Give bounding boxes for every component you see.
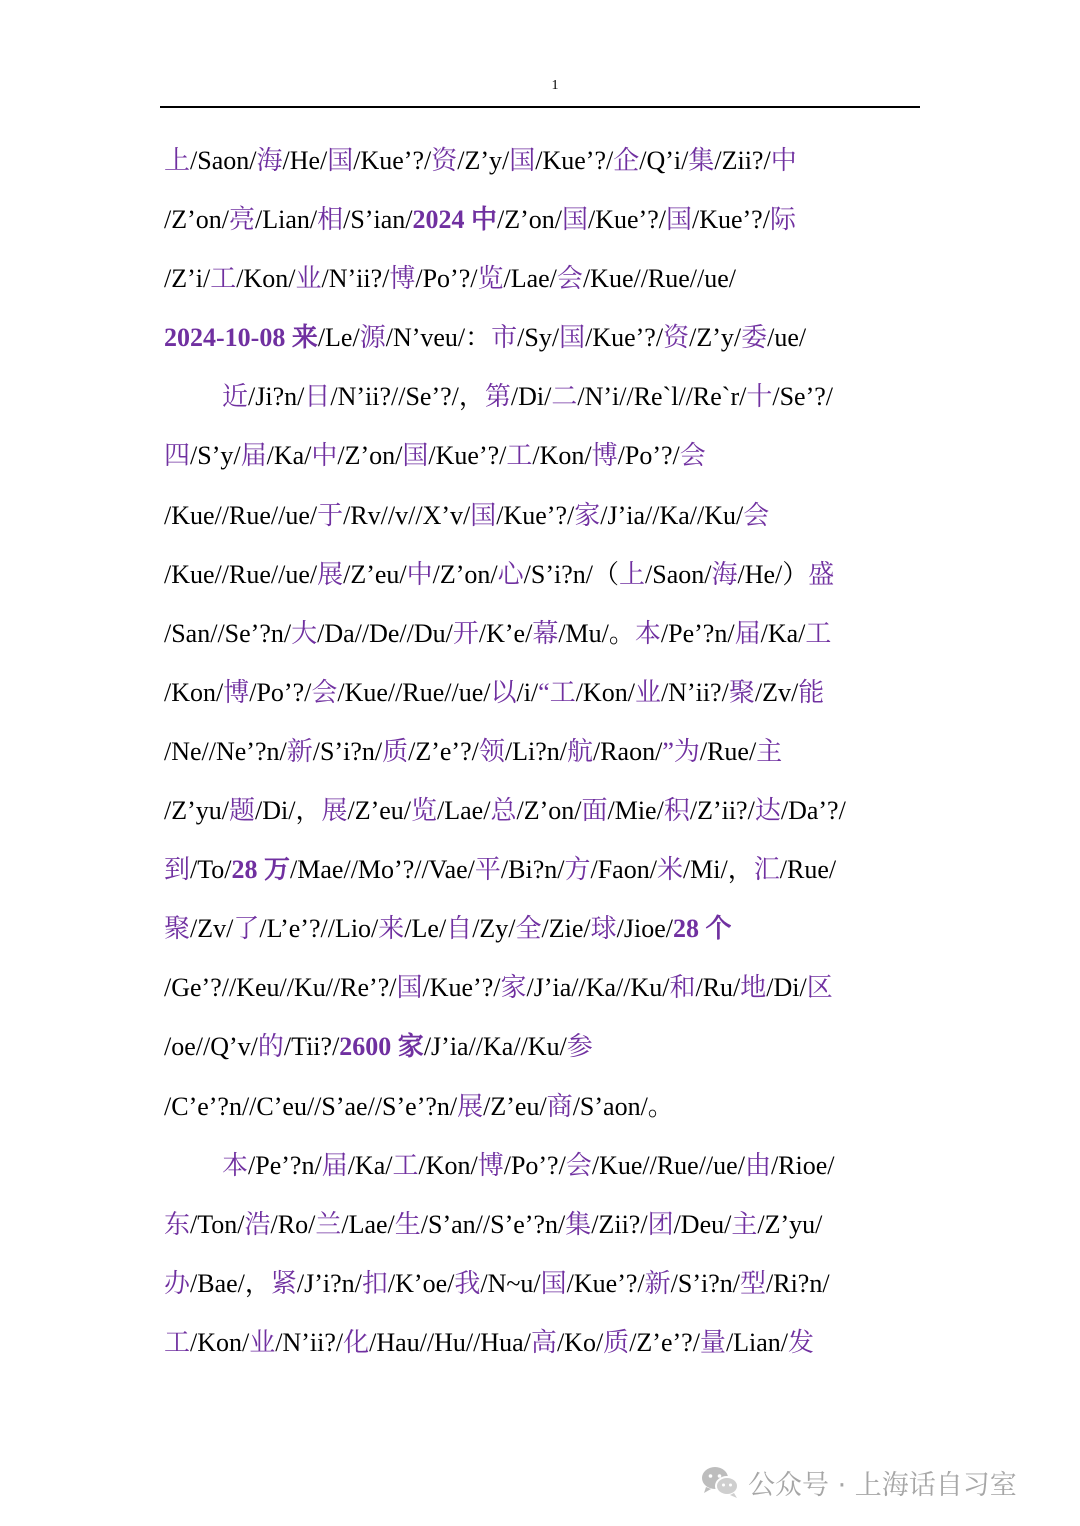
romanization: /Zy/: [472, 914, 516, 944]
chinese-char: 工: [210, 264, 237, 294]
chinese-char: 展: [457, 1091, 484, 1121]
romanization: /Z’e’?/: [629, 1327, 700, 1357]
chinese-char: 委: [741, 323, 768, 353]
romanization: /Kon/: [418, 1150, 478, 1180]
chinese-char: 国: [327, 146, 354, 175]
chinese-char: 中: [311, 441, 338, 471]
chinese-char: 28 万: [231, 855, 291, 885]
romanization: /San//Se’?n/: [164, 618, 292, 648]
chinese-char: 相: [317, 205, 344, 235]
romanization: /Kue’?/: [353, 146, 432, 175]
romanization: /N’veu/：: [385, 323, 492, 353]
chinese-char: 办: [164, 1268, 191, 1298]
chinese-char: 发: [788, 1327, 815, 1357]
chinese-char: 聚: [728, 677, 755, 707]
romanization: /Kue//Rue//ue/: [164, 559, 318, 589]
text-line: [164, 899, 924, 958]
chinese-char: 积: [663, 796, 690, 826]
text-line: [164, 367, 924, 426]
romanization: /J’ia//Ka//Ku/: [600, 500, 744, 530]
chinese-char: “工: [538, 677, 576, 707]
romanization: /Rue/: [779, 855, 837, 885]
romanization: /Zii?/: [591, 1209, 648, 1239]
romanization: /N’ii?/: [321, 264, 390, 294]
chinese-char: 四: [164, 441, 191, 471]
chinese-char: 亮: [229, 205, 256, 235]
chinese-char: 扣: [361, 1268, 388, 1298]
chinese-char: 上: [619, 559, 646, 589]
romanization: /N’ii?/: [660, 677, 729, 707]
romanization: /L’e’?//Lio/: [259, 914, 379, 944]
chinese-char: 由: [744, 1150, 771, 1180]
romanization: /Pe’?n/: [248, 1150, 322, 1180]
romanization: /Di/: [766, 973, 807, 1003]
chinese-char: 方: [564, 855, 591, 885]
chinese-char: 近: [222, 382, 249, 412]
chinese-char: 主: [731, 1209, 758, 1239]
chinese-char: 中: [406, 559, 433, 589]
chinese-char: 紧: [270, 1268, 297, 1298]
chinese-char: 国: [470, 500, 497, 530]
chinese-char: 源: [359, 323, 386, 353]
romanization: /S’i?n/（: [523, 559, 620, 589]
chinese-char: 了: [233, 914, 260, 944]
chinese-char: 届: [240, 441, 267, 471]
chinese-char: 国: [509, 146, 536, 175]
romanization: /N’ii?//Se’?/，: [330, 382, 485, 412]
chinese-char: 集: [565, 1209, 592, 1239]
chinese-char: 球: [590, 914, 617, 944]
romanization: /Bae/，: [190, 1268, 271, 1298]
romanization: /Lae/: [437, 796, 491, 826]
chinese-char: 会: [679, 441, 706, 471]
chinese-char: 工: [805, 618, 832, 648]
romanization: /Pe’?n/: [660, 618, 735, 648]
text-line: [164, 840, 924, 899]
romanization: /Mi/，: [682, 855, 754, 885]
chinese-char: 2024 中: [412, 205, 497, 235]
romanization: /Ro/: [270, 1209, 316, 1239]
chinese-char: 国: [559, 323, 586, 353]
romanization: /Rioe/: [770, 1150, 835, 1180]
watermark-text: 公众号 · 上海话自习室: [748, 1469, 1017, 1501]
chinese-char: 到: [164, 855, 191, 885]
romanization: /Po’?/: [415, 264, 478, 294]
chinese-char: 达: [754, 796, 781, 826]
romanization: /Ka/: [266, 441, 312, 471]
romanization: /Mie/: [607, 796, 664, 826]
header-rule: [160, 106, 920, 108]
page-number: 1: [551, 78, 559, 93]
romanization: /Ka/: [347, 1150, 393, 1180]
romanization: /Z’on/: [337, 441, 403, 471]
romanization: /Bi?n/: [500, 855, 565, 885]
chinese-char: 浩: [244, 1209, 271, 1239]
romanization: /Po’?/: [249, 677, 312, 707]
chinese-char: 质: [603, 1327, 630, 1357]
romanization: /He/: [282, 146, 328, 175]
chinese-char: 博: [477, 1150, 504, 1180]
chinese-char: 海: [256, 146, 283, 175]
romanization: /Z’eu/: [483, 1091, 547, 1121]
chinese-char: 国: [396, 973, 423, 1003]
romanization: /Ne//Ne’?n/: [164, 736, 287, 766]
text-line: [164, 1313, 924, 1372]
text-line: [164, 308, 924, 367]
romanization: /Z’eu/: [343, 559, 407, 589]
romanization: /Kue’?/: [428, 441, 507, 471]
romanization: /Kue’?/: [496, 500, 575, 530]
chinese-char: 化: [343, 1327, 370, 1357]
romanization: /Z’y/: [457, 146, 510, 175]
romanization: /Z’yu/: [164, 796, 229, 826]
chinese-char: 海: [711, 559, 738, 589]
romanization: /Z’on/: [496, 205, 562, 235]
romanization: /Kon/: [575, 677, 635, 707]
romanization: /Kue’?/: [588, 205, 666, 235]
text-line: [164, 722, 924, 781]
chinese-char: 际: [769, 205, 796, 235]
romanization: /Q’i/: [639, 146, 689, 175]
romanization: /Ri?n/: [766, 1268, 830, 1298]
chinese-char: 大: [291, 618, 318, 648]
chinese-char: 于: [317, 500, 344, 530]
romanization: /Lian/: [255, 205, 318, 235]
chinese-char: 能: [798, 677, 825, 707]
chinese-char: 上: [164, 146, 191, 175]
romanization: /i/: [516, 677, 539, 707]
chinese-char: 米: [656, 855, 683, 885]
romanization: /K’e/: [478, 618, 533, 648]
romanization: /Ge’?//Keu//Ku//Re’?/: [164, 973, 397, 1003]
text-line: [164, 1017, 924, 1076]
chinese-char: 博: [223, 677, 250, 707]
text-line: [164, 1077, 924, 1136]
text-line: [164, 958, 924, 1017]
text-line: [164, 604, 924, 663]
romanization: /S’i?n/: [670, 1268, 740, 1298]
wechat-icon: [700, 1465, 740, 1499]
romanization: /Z’on/: [432, 559, 498, 589]
romanization: /J’ia//Ka//Ku/: [423, 1032, 567, 1062]
romanization: /Se’?/: [772, 382, 834, 412]
chinese-char: 届: [321, 1150, 348, 1180]
chinese-char: 商: [546, 1091, 573, 1121]
chinese-char: 来: [378, 914, 405, 944]
chinese-char: 主: [756, 736, 783, 766]
chinese-char: 第: [484, 382, 511, 412]
chinese-char: 览: [411, 796, 438, 826]
romanization: /Mae//Mo’?//Vae/: [290, 855, 475, 885]
chinese-char: 汇: [753, 855, 780, 885]
chinese-char: 面: [581, 796, 608, 826]
romanization: /He/）: [737, 559, 809, 589]
chinese-char: 团: [647, 1209, 674, 1239]
chinese-char: 国: [561, 205, 588, 235]
chinese-char: 业: [249, 1327, 276, 1357]
chinese-char: 航: [566, 736, 593, 766]
romanization: /Po’?/: [503, 1150, 566, 1180]
chinese-char: 会: [556, 264, 583, 294]
romanization: /Kue’?/: [422, 973, 501, 1003]
chinese-char: 业: [634, 677, 661, 707]
chinese-char: 会: [743, 500, 770, 530]
chinese-char: 工: [164, 1327, 191, 1357]
text-line: [164, 545, 924, 604]
body-text: [164, 131, 924, 1372]
romanization: /Zii?/: [714, 146, 771, 175]
chinese-char: 会: [311, 677, 338, 707]
romanization: /Li?n/: [504, 736, 567, 766]
chinese-char: 二: [551, 382, 578, 412]
romanization: /Da’?/: [780, 796, 846, 826]
chinese-char: 工: [392, 1150, 419, 1180]
romanization: /N’i//Re`l//Re`r/: [577, 382, 747, 412]
chinese-char: 全: [515, 914, 542, 944]
chinese-char: 聚: [164, 914, 191, 944]
chinese-char: 资: [431, 146, 458, 175]
chinese-char: 展: [317, 559, 344, 589]
romanization: /Sy/: [517, 323, 560, 353]
romanization: /J’i?n/: [296, 1268, 362, 1298]
romanization: /Hau//Hu//Hua/: [369, 1327, 531, 1357]
chinese-char: 型: [740, 1268, 767, 1298]
romanization: /Mu/。: [558, 618, 635, 648]
romanization: /Kue//Rue//ue/: [164, 500, 318, 530]
chinese-char: 领: [478, 736, 505, 766]
romanization: /Deu/: [673, 1209, 732, 1239]
romanization: /Z’on/: [516, 796, 582, 826]
chinese-char: 家: [574, 500, 601, 530]
chinese-char: 幕: [532, 618, 559, 648]
chinese-char: 平: [474, 855, 501, 885]
romanization: /Rv//v//X’v/: [343, 500, 471, 530]
romanization: /Saon/: [190, 146, 257, 175]
romanization: /K’oe/: [387, 1268, 455, 1298]
chinese-char: 2600 家: [339, 1032, 424, 1062]
chinese-char: 本: [222, 1150, 249, 1180]
romanization: /Ji?n/: [248, 382, 305, 412]
chinese-char: 日: [304, 382, 331, 412]
romanization: /Ton/: [190, 1209, 245, 1239]
romanization: /Zv/: [190, 914, 234, 944]
romanization: /S’ian/: [343, 205, 413, 235]
romanization: /ue/: [767, 323, 807, 353]
romanization: /Kue//Rue//ue/: [582, 264, 737, 294]
chinese-char: 览: [477, 264, 504, 294]
romanization: /Raon/: [592, 736, 663, 766]
chinese-char: 企: [613, 146, 640, 175]
chinese-char: 2024-10-08 来: [164, 323, 318, 353]
romanization: /Le/: [317, 323, 360, 353]
romanization: /Di/，: [255, 796, 322, 826]
chinese-char: 十: [746, 382, 773, 412]
text-line: [164, 426, 924, 485]
romanization: /Z’eu/: [347, 796, 412, 826]
romanization: /Z’ii?/: [689, 796, 755, 826]
text-line: [164, 663, 924, 722]
romanization: /Kue//Rue//ue/: [591, 1150, 745, 1180]
chinese-char: 本: [634, 618, 661, 648]
chinese-char: 高: [530, 1327, 557, 1357]
romanization: /Ru/: [695, 973, 741, 1003]
chinese-char: 东: [164, 1209, 191, 1239]
romanization: /Lae/: [503, 264, 557, 294]
chinese-char: 集: [688, 146, 715, 175]
romanization: /Kue//Rue//ue/: [337, 677, 491, 707]
text-line: [164, 486, 924, 545]
chinese-char: 市: [491, 323, 518, 353]
romanization: /Faon/: [590, 855, 657, 885]
chinese-char: 家: [500, 973, 527, 1003]
romanization: /Po’?/: [617, 441, 680, 471]
chinese-char: 开: [452, 618, 479, 648]
chinese-char: 题: [229, 796, 256, 826]
romanization: /Kon/: [164, 677, 224, 707]
chinese-char: 博: [591, 441, 618, 471]
romanization: /N’ii?/: [275, 1327, 344, 1357]
romanization: /Kon/: [236, 264, 296, 294]
chinese-char: 参: [566, 1032, 593, 1062]
text-line: [164, 1136, 924, 1195]
chinese-char: 和: [669, 973, 696, 1003]
romanization: /Zie/: [541, 914, 591, 944]
romanization: /Tii?/: [283, 1032, 340, 1062]
romanization: /Ka/: [760, 618, 806, 648]
chinese-char: 工: [506, 441, 533, 471]
chinese-char: 届: [734, 618, 761, 648]
romanization: /Jioe/: [616, 914, 673, 944]
romanization: /oe//Q’v/: [164, 1032, 258, 1062]
romanization: /Kue’?/: [691, 205, 770, 235]
text-line: [164, 781, 924, 840]
romanization: /Ko/: [556, 1327, 604, 1357]
romanization: /Kue’?/: [585, 323, 664, 353]
chinese-char: 的: [257, 1032, 284, 1062]
romanization: /C’e’?n//C’eu//S’ae//S’e’?n/: [164, 1091, 458, 1121]
chinese-char: 展: [321, 796, 348, 826]
romanization: /Kon/: [190, 1327, 250, 1357]
romanization: /Lae/: [341, 1209, 395, 1239]
text-line: [164, 1254, 924, 1313]
romanization: /S’aon/。: [572, 1091, 674, 1121]
romanization: /To/: [190, 855, 232, 885]
chinese-char: 新: [286, 736, 313, 766]
romanization: /Z’e’?/: [408, 736, 479, 766]
chinese-char: 心: [497, 559, 524, 589]
romanization: /S’y/: [190, 441, 241, 471]
chinese-char: 盛: [808, 559, 835, 589]
chinese-char: 资: [663, 323, 690, 353]
romanization: /Kue’?/: [566, 1268, 645, 1298]
chinese-char: 区: [806, 973, 833, 1003]
chinese-char: 国: [402, 441, 429, 471]
chinese-char: 自: [446, 914, 473, 944]
chinese-char: 会: [565, 1150, 592, 1180]
text-line: [164, 131, 924, 190]
romanization: /Zv/: [754, 677, 799, 707]
romanization: /Z’i/: [164, 264, 211, 294]
chinese-char: 总: [490, 796, 517, 826]
romanization: /Le/: [404, 914, 447, 944]
romanization: /Rue/: [699, 736, 757, 766]
romanization: /Di/: [510, 382, 552, 412]
romanization: /Z’yu/: [757, 1209, 823, 1239]
chinese-char: 国: [540, 1268, 567, 1298]
chinese-char: 我: [454, 1268, 481, 1298]
chinese-char: 地: [740, 973, 767, 1003]
romanization: /Kon/: [532, 441, 592, 471]
chinese-char: ”为: [662, 736, 700, 766]
chinese-char: 28 个: [673, 914, 732, 944]
chinese-char: 中: [770, 146, 797, 175]
chinese-char: 业: [295, 264, 322, 294]
romanization: /S’an//S’e’?n/: [420, 1209, 566, 1239]
romanization: /Kue’?/: [535, 146, 614, 175]
chinese-char: 以: [490, 677, 517, 707]
chinese-char: 量: [699, 1327, 726, 1357]
romanization: /Z’on/: [164, 205, 229, 235]
chinese-char: 博: [389, 264, 416, 294]
romanization: /N~u/: [480, 1268, 541, 1298]
romanization: /J’ia//Ka//Ku/: [526, 973, 670, 1003]
watermark: [700, 1462, 1017, 1502]
romanization: /Da//De//Du/: [317, 618, 453, 648]
romanization: /S’i?n/: [312, 736, 383, 766]
romanization: /Z’y/: [689, 323, 742, 353]
chinese-char: 国: [665, 205, 692, 235]
romanization: /Saon/: [645, 559, 712, 589]
text-line: [164, 190, 924, 249]
chinese-char: 生: [394, 1209, 421, 1239]
romanization: /Lian/: [725, 1327, 789, 1357]
text-line: [164, 249, 924, 308]
text-line: [164, 1195, 924, 1254]
chinese-char: 质: [382, 736, 409, 766]
chinese-char: 新: [644, 1268, 671, 1298]
chinese-char: 兰: [315, 1209, 342, 1239]
